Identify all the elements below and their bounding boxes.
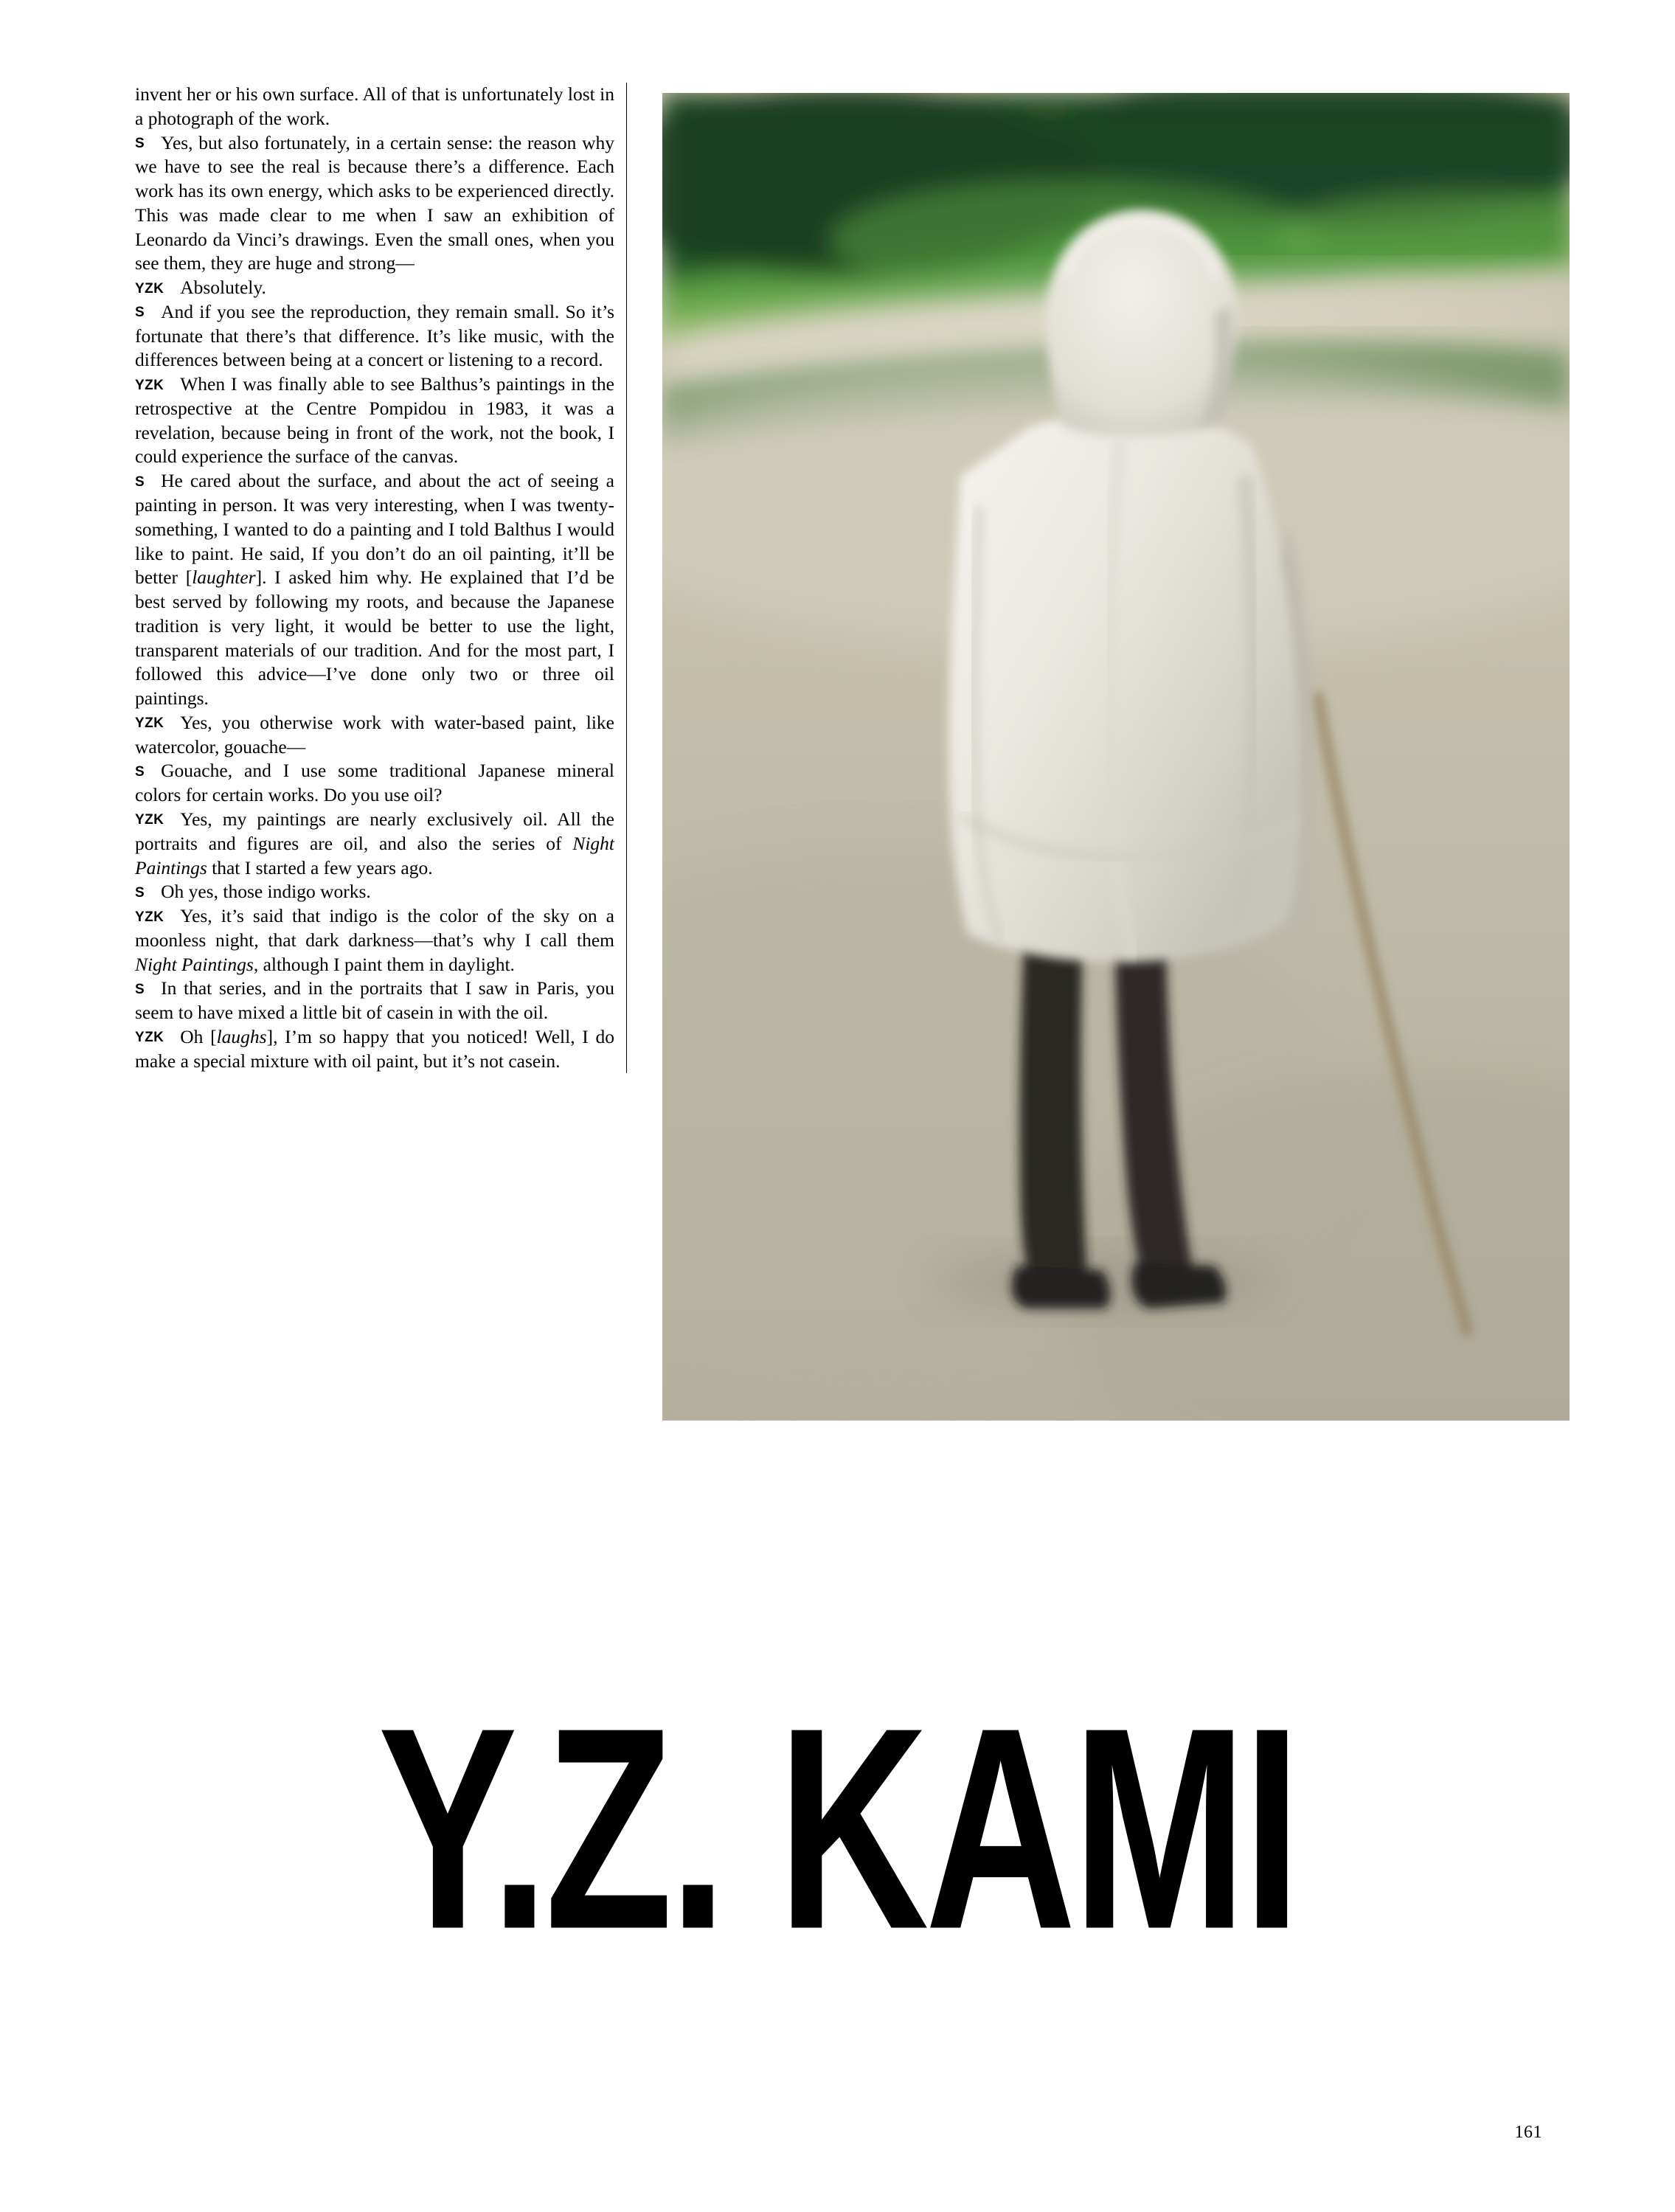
paragraph — [135, 131, 614, 277]
paragraph-text: In that series, and in the portraits that I saw in Paris, you seem to have mixed a little bit of casein in with the oil. — [135, 977, 614, 1024]
speaker-label: YZK — [135, 1030, 164, 1046]
paragraph — [135, 372, 614, 469]
paragraph — [135, 83, 614, 131]
paragraph — [135, 904, 614, 977]
artwork-painting — [662, 93, 1570, 1421]
page-number: 161 — [1514, 2123, 1542, 2142]
speaker-label: S — [135, 305, 145, 321]
paragraph — [135, 977, 614, 1025]
artist-title-block — [0, 1667, 1675, 1989]
speaker-label: YZK — [135, 280, 164, 297]
paragraph — [135, 1025, 614, 1074]
atmosphere-overlay — [662, 93, 1570, 1421]
paragraph-text: When I was finally able to see Balthus’s paintings in the retrospective at the Centre Pompidou in 1983, it was a revelation, because being in front of the work, not the book, I could experience the surface of the canvas. — [135, 373, 614, 468]
artwork-image — [662, 93, 1570, 1421]
paragraph-text: Yes, it’s said that indigo is the color of the sky on a moonless night, that dark darkness—that’s why I call them Night Paintings, although I paint them in daylight. — [135, 905, 614, 975]
speaker-label: YZK — [135, 715, 164, 732]
speaker-label: S — [135, 981, 145, 997]
paragraph-text: Absolutely. — [180, 277, 266, 299]
speaker-label: S — [135, 474, 145, 490]
paragraph — [135, 300, 614, 372]
speaker-label: S — [135, 884, 145, 901]
page-title: Y.Z. KAMI — [378, 1667, 1297, 1989]
paragraph — [135, 469, 614, 711]
paragraph-text: Oh [laughs], I’m so happy that you noticed! Well, I do make a special mixture with oil paint, but it’s not casein. — [135, 1025, 614, 1072]
paragraph-text: Yes, my paintings are nearly exclusively oil. All the portraits and figures are oil, and also the series of Night Paintings that I started a few years ago. — [135, 808, 614, 878]
paragraph-text: Oh yes, those indigo works. — [161, 881, 371, 903]
speaker-label: S — [135, 136, 145, 152]
speaker-label: YZK — [135, 909, 164, 925]
speaker-label: YZK — [135, 377, 164, 393]
paragraph — [135, 276, 614, 300]
paragraph-text: Yes, but also fortunately, in a certain sense: the reason why we have to see the real is because there’s a difference. Each work has its own energy, which asks to be experienced directly. This was made clear to me when I saw an exhibition of Leonardo da Vinci’s drawings. Even the small ones, when you see them, they are huge and strong— — [135, 131, 614, 274]
paragraph — [135, 711, 614, 760]
paragraph-text: invent her or his own surface. All of that is unfortunately lost in a photograph of the work. — [135, 83, 614, 129]
paragraph — [135, 808, 614, 880]
paragraph-text: He cared about the surface, and about the act of seeing a painting in person. It was very interesting, when I was twenty-something, I wanted to do a painting and I told Balthus I would like to paint. He said, If you don’t do an oil painting, it’ll be better [laughter]. I asked him why. He explained that I’d be best served by following my roots, and because the Japanese tradition is very light, it would be better to use the light, transparent materials of our tradition. And for the most part, I followed this advice—I’ve done only two or three oil paintings. — [135, 470, 614, 710]
speaker-label: S — [135, 763, 145, 780]
paragraph-text: Gouache, and I use some traditional Japanese mineral colors for certain works. Do you use oil? — [135, 760, 614, 806]
paragraph — [135, 759, 614, 808]
paragraph — [135, 880, 614, 904]
speaker-label: YZK — [135, 812, 164, 828]
article-text-column — [135, 83, 627, 1073]
paragraph-text: And if you see the reproduction, they remain small. So it’s fortunate that there’s that difference. It’s like music, with the differences between being at a concert or listening to a record. — [135, 300, 614, 371]
paragraph-text: Yes, you otherwise work with water-based paint, like watercolor, gouache— — [135, 711, 614, 757]
